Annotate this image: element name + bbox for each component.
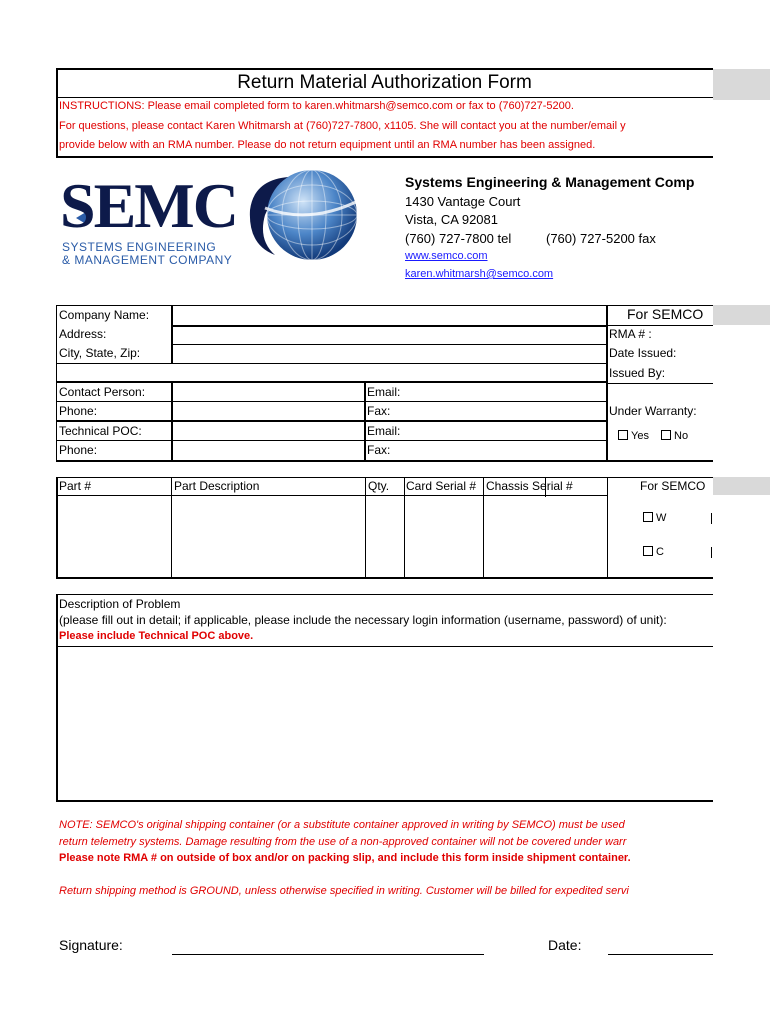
card-serial-header: Card Serial # <box>406 479 477 493</box>
c-label: C <box>656 546 664 558</box>
for-semco-parts-header: For SEMCO <box>640 479 706 493</box>
address-underline <box>171 344 607 345</box>
note-line-4: Return shipping method is GROUND, unless otherwise specified in writing. Customer will be billed for expedited servi <box>59 885 629 897</box>
signature-line[interactable] <box>172 954 484 955</box>
city-state-zip-label: City, State, Zip: <box>59 346 141 360</box>
fax-input[interactable] <box>395 404 606 421</box>
part-description-header: Part Description <box>174 479 260 493</box>
semco-logo <box>60 170 380 270</box>
date-line[interactable] <box>608 954 713 955</box>
w-checkbox[interactable] <box>643 512 653 522</box>
issued-by-underline <box>606 383 713 384</box>
problem-title: Description of Problem <box>59 597 181 611</box>
note-line-2: return telemetry systems. Damage resulting from the use of a non-approved container will not be covered under warr <box>59 836 627 848</box>
title-top-border <box>56 68 713 70</box>
under-warranty-label: Under Warranty: <box>609 404 697 418</box>
part-number-header: Part # <box>59 479 92 493</box>
parts-col-divider-4 <box>483 477 484 578</box>
company-city: Vista, CA 92081 <box>405 212 498 227</box>
customer-top-border <box>56 305 713 306</box>
phone-label: Phone: <box>59 404 98 418</box>
blank-row-underline <box>56 381 607 383</box>
warranty-no-checkbox[interactable] <box>661 430 671 440</box>
warranty-no-label: No <box>674 430 689 442</box>
phone-input[interactable] <box>175 404 364 421</box>
tech-phone-label: Phone: <box>59 443 98 457</box>
parts-col-divider-2 <box>365 477 366 578</box>
instructions-line-1: INSTRUCTIONS: Please email completed form to karen.whitmarsh@semco.com or fax to (760)727-5200. <box>59 100 574 112</box>
company-name-label: Company Name: <box>59 308 150 322</box>
instructions-line-2: For questions, please contact Karen Whitmarsh at (760)727-7800, x1105. She will contact you at the number/email y <box>59 120 626 132</box>
tech-fax-label: Fax: <box>367 443 391 457</box>
warranty-no-option[interactable] <box>661 430 688 442</box>
contact-bottom-border <box>56 460 713 462</box>
company-tel: (760) 727-7800 tel <box>405 231 512 246</box>
instructions-bottom-border <box>56 156 713 158</box>
note-line-1: NOTE: SEMCO's original shipping container (or a substitute container approved in writing by SEMCO) must be used <box>59 819 625 831</box>
fax-label: Fax: <box>367 404 391 418</box>
city-underline <box>56 363 607 364</box>
tech-fax-input[interactable] <box>395 443 606 460</box>
company-street: 1430 Vantage Court <box>405 194 521 209</box>
signature-label: Signature: <box>59 937 123 953</box>
problem-detail: (please fill out in detail; if applicable, please include the necessary login information (username, password) of unit): <box>59 613 667 627</box>
contact-person-input[interactable] <box>175 385 364 402</box>
address-input[interactable] <box>175 327 607 344</box>
parts-col-divider-3 <box>404 477 405 578</box>
right-gray-strip-top <box>713 69 770 100</box>
email-label: Email: <box>367 385 401 399</box>
parts-top-border <box>56 477 713 478</box>
customer-value-divider <box>171 305 173 364</box>
qty-header: Qty. <box>368 479 390 493</box>
logo-subtitle-1: SYSTEMS ENGINEERING <box>62 240 217 254</box>
instructions-line-3 <box>59 139 595 151</box>
email-input[interactable] <box>402 385 606 402</box>
right-gray-strip-parts <box>713 477 770 495</box>
problem-bottom-border <box>56 800 713 802</box>
w-option[interactable] <box>643 512 666 524</box>
c-option[interactable] <box>643 546 664 558</box>
problem-left-border <box>56 594 58 802</box>
company-name: Systems Engineering & Management Comp <box>405 174 695 190</box>
problem-text-top-border <box>56 646 713 647</box>
address-label: Address: <box>59 327 107 341</box>
w-label: W <box>656 512 667 524</box>
tech-email-label: Email: <box>367 424 401 438</box>
problem-top-border <box>56 594 713 595</box>
semco-box-header-underline <box>606 325 713 326</box>
parts-header-underline <box>56 495 608 496</box>
semco-box-header: For SEMCO <box>627 306 704 322</box>
rma-number-label: RMA # : <box>609 327 652 341</box>
c-checkbox[interactable] <box>643 546 653 556</box>
customer-left-border <box>56 305 57 462</box>
parts-left-border <box>56 477 58 578</box>
problem-poc-note: Please include Technical POC above. <box>59 630 254 642</box>
logo-subtitle-2: & MANAGEMENT COMPANY <box>62 253 233 267</box>
right-gray-strip-semco <box>713 305 770 325</box>
form-title: Return Material Authorization Form <box>237 72 532 93</box>
parts-col-divider-6 <box>607 477 608 578</box>
warranty-yes-checkbox[interactable] <box>618 430 628 440</box>
parts-bottom-border <box>56 577 713 579</box>
date-label: Date: <box>548 937 582 953</box>
company-website-link[interactable]: www.semco.com <box>405 250 488 262</box>
logo-wordmark: SEMC <box>60 170 237 241</box>
date-issued-label: Date Issued: <box>609 346 677 360</box>
c-right-tick <box>711 547 712 558</box>
instructions-line-3-text: provide below with an RMA number. Please do not return equipment until an RMA number has been assigned. <box>59 139 596 151</box>
note-line-3: Please note RMA # on outside of box and/or on packing slip, and include this form inside shipment container. <box>59 852 631 864</box>
warranty-yes-label: Yes <box>631 430 649 442</box>
tech-phone-input[interactable] <box>175 443 364 460</box>
company-email-link[interactable]: karen.whitmarsh@semco.com <box>405 268 554 280</box>
city-state-zip-input[interactable] <box>175 346 607 363</box>
warranty-yes-option[interactable] <box>618 430 649 442</box>
chassis-serial-header: Chassis Serial # <box>486 479 573 493</box>
problem-description-input[interactable] <box>62 650 711 799</box>
company-fax: (760) 727-5200 fax <box>546 231 656 246</box>
contact-person-label: Contact Person: <box>59 385 146 399</box>
w-right-tick <box>711 513 712 524</box>
company-name-input[interactable] <box>175 308 607 325</box>
technical-poc-input[interactable] <box>175 424 364 441</box>
parts-col-divider-1 <box>171 477 172 578</box>
tech-email-input[interactable] <box>402 424 606 441</box>
technical-poc-label: Technical POC: <box>59 424 142 438</box>
issued-by-label: Issued By: <box>609 366 666 380</box>
title-bottom-border <box>56 97 713 98</box>
